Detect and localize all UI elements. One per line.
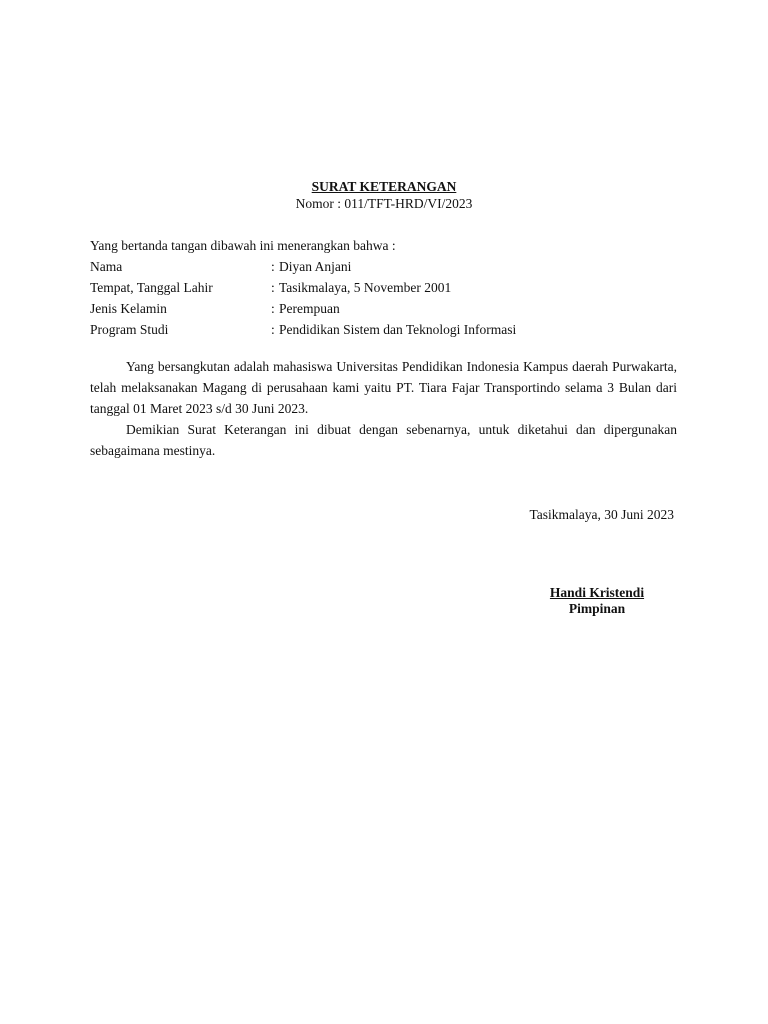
letter-title: SURAT KETERANGAN (311, 179, 457, 194)
field-row-program (90, 321, 516, 342)
field-label: Jenis Kelamin (90, 301, 167, 316)
signer-title: Pimpinan (568, 601, 626, 616)
field-separator: : (271, 280, 275, 295)
field-label: Nama (90, 259, 123, 274)
place-date: Tasikmalaya, 30 Juni 2023 (529, 507, 674, 522)
field-value: Tasikmalaya, 5 November 2001 (279, 280, 452, 295)
signer-name: Handi Kristendi (549, 585, 645, 600)
field-label: Program Studi (90, 322, 169, 337)
field-row-name (90, 258, 516, 279)
signature-block (520, 585, 674, 617)
field-separator: : (271, 259, 275, 274)
field-row-gender (90, 300, 516, 321)
body-paragraph-2: Demikian Surat Keterangan ini dibuat dengan sebenarnya, untuk diketahui dan dipergunakan sebagaimana mestinya. (90, 422, 677, 458)
field-value: Perempuan (279, 301, 340, 316)
field-row-birth (90, 279, 516, 300)
field-separator: : (271, 322, 275, 337)
field-value: Diyan Anjani (279, 259, 352, 274)
intro-line: Yang bertanda tangan dibawah ini menerangkan bahwa : (90, 238, 396, 253)
body-paragraph-1: Yang bersangkutan adalah mahasiswa Universitas Pendidikan Indonesia Kampus daerah Purwakarta, telah melaksanakan Magang di perusahaan kami yaitu PT. Tiara Fajar Transportindo selama 3 Bulan dari tanggal 01 Maret 2023 s/d 30 Juni 2023. (90, 359, 677, 416)
field-label: Tempat, Tanggal Lahir (90, 280, 213, 295)
field-separator: : (271, 301, 275, 316)
identity-fields (90, 258, 516, 342)
field-value: Pendidikan Sistem dan Teknologi Informasi (279, 322, 517, 337)
letter-number: Nomor : 011/TFT-HRD/VI/2023 (295, 196, 473, 211)
